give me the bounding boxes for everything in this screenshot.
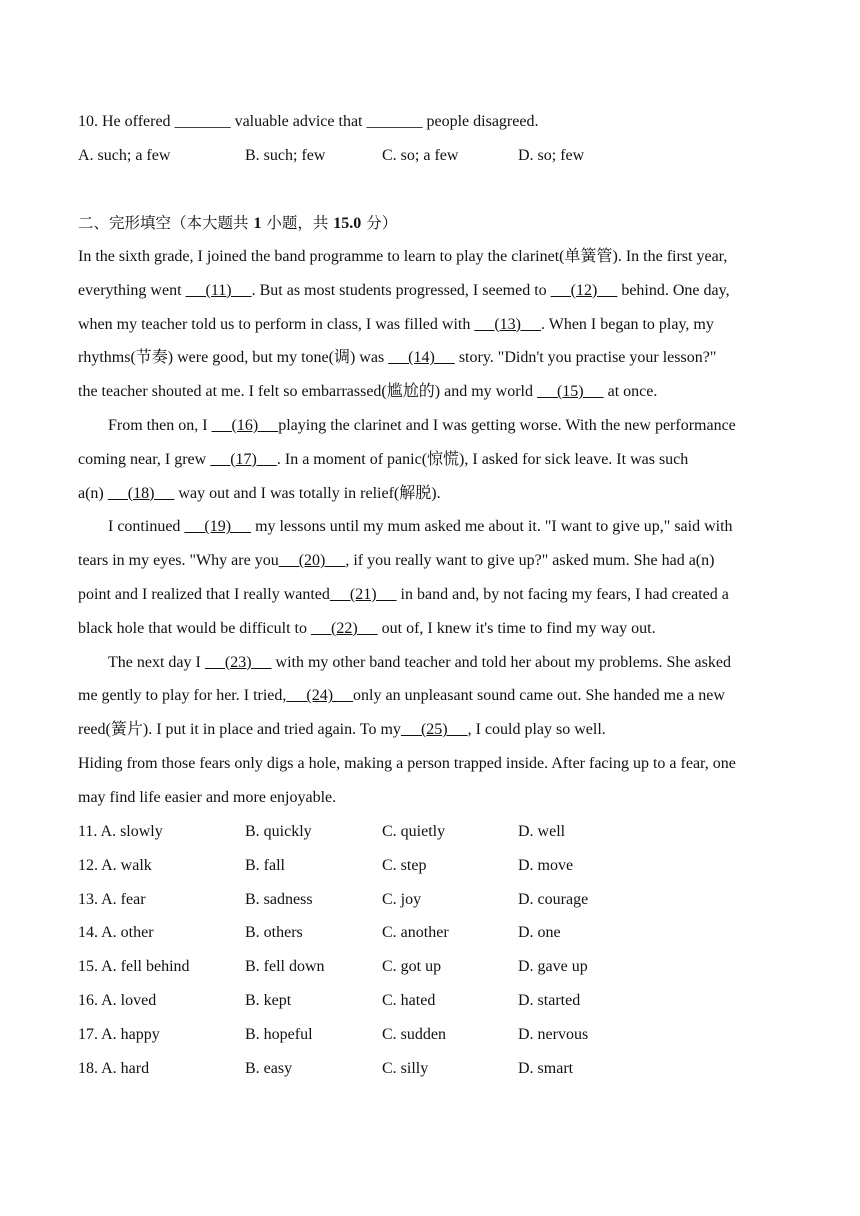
cloze-blank: (11) — [185, 281, 252, 299]
option-b: B. fall — [245, 856, 285, 874]
cloze-blank: (19) — [184, 518, 252, 536]
question-row — [78, 822, 788, 842]
passage-text: tears in my eyes. "Why are you — [78, 552, 279, 570]
q10-blank-1: _______ — [174, 113, 231, 130]
option-d: D. started — [518, 992, 581, 1009]
question-row — [78, 957, 788, 977]
passage-line — [78, 686, 725, 706]
option-d: D. courage — [518, 890, 589, 908]
option-a: 14. A. other — [78, 924, 154, 942]
q10-option-c: C. so; a few — [382, 147, 459, 164]
section-heading: 二、完形填空（本大题共 1 小题，共 15.0 分） — [78, 214, 398, 232]
passage-text: Hiding from those fears only digs a hole, making a person trapped inside. After facing up to a fear, one — [78, 755, 736, 772]
cloze-blank: (21) — [329, 586, 397, 603]
option-b: B. hopeful — [245, 1025, 313, 1043]
option-d: D. well — [518, 823, 566, 840]
option-a: 18. A. hard — [78, 1059, 150, 1077]
passage-text: black hole that would be difficult to — [78, 619, 311, 637]
option-b: B. others — [245, 924, 303, 942]
cloze-blank: (16) — [211, 417, 279, 434]
option-b: B. fell down — [245, 958, 325, 976]
passage-line — [78, 281, 730, 301]
cloze-blank: (18) — [107, 484, 175, 502]
passage-text: I continued — [108, 518, 185, 536]
passage-text: the teacher shouted at me. I felt so embarrassed(尴尬的) and my world — [78, 383, 537, 401]
passage-text: , I could play so well. — [467, 721, 606, 739]
option-c: C. another — [382, 924, 449, 942]
passage-text: behind. One day, — [617, 281, 730, 299]
cloze-blank: (24) — [286, 687, 354, 705]
q10-option-d: D. so; few — [518, 147, 585, 164]
question-row — [78, 856, 788, 876]
cloze-blank: (12) — [550, 281, 618, 299]
passage-text: rhythms(节奏) were good, but my tone(调) was — [78, 349, 389, 367]
passage-text: The next day I — [108, 653, 205, 671]
cloze-blank: (17) — [210, 450, 277, 468]
question-10-options — [78, 146, 788, 166]
cloze-blank: (23) — [204, 653, 272, 671]
q10-option-a: A. such; a few — [78, 147, 171, 164]
passage-line — [78, 247, 727, 267]
option-c: C. silly — [382, 1059, 429, 1077]
q10-text-2: valuable advice that — [230, 113, 367, 130]
option-a: 16. A. loved — [78, 992, 157, 1009]
cloze-blank: (13) — [474, 315, 541, 333]
cloze-blank: (22) — [310, 619, 378, 637]
passage-line — [108, 653, 731, 673]
passage-text: reed(簧片). I put it in place and tried again. To my — [78, 721, 401, 739]
option-d: D. move — [518, 856, 574, 874]
passage-text: In the sixth grade, I joined the band programme to learn to play the clarinet(单簧管). In the first year, — [78, 248, 728, 265]
passage-line — [78, 551, 714, 571]
question-10-stem — [78, 112, 538, 132]
passage-line — [108, 517, 733, 537]
option-c: C. sudden — [382, 1025, 446, 1043]
passage-line — [78, 754, 736, 774]
passage-text: everything went — [78, 281, 186, 299]
passage-text: with my other band teacher and told her about my problems. She asked — [271, 653, 731, 671]
passage-text: way out and I was totally in relief(解脱). — [174, 484, 441, 502]
option-b: B. sadness — [245, 890, 313, 908]
passage-text: . When I began to play, my — [541, 315, 714, 333]
option-a: 15. A. fell behind — [78, 958, 190, 976]
q10-text-1: 10. He offered — [78, 113, 175, 130]
passage-text: may find life easier and more enjoyable. — [78, 788, 337, 806]
passage-line — [78, 450, 688, 470]
passage-text: at once. — [603, 383, 658, 401]
passage-text: a(n) — [78, 484, 108, 502]
cloze-blank: (14) — [388, 349, 455, 367]
cloze-blank: (15) — [536, 383, 604, 401]
option-d: D. smart — [518, 1059, 574, 1077]
option-a: 17. A. happy — [78, 1025, 160, 1043]
passage-line — [78, 619, 656, 639]
passage-text: out of, I knew it's time to find my way out. — [377, 619, 656, 637]
passage-line — [78, 585, 729, 605]
passage-text: , if you really want to give up?" asked mum. She had a(n) — [345, 552, 715, 570]
question-row — [78, 1025, 788, 1045]
q10-option-b: B. such; few — [245, 147, 326, 164]
passage-line — [78, 382, 657, 402]
option-c: C. joy — [382, 890, 422, 908]
passage-line — [78, 484, 441, 504]
passage-text: me gently to play for her. I tried, — [78, 687, 287, 705]
passage-line — [108, 416, 736, 436]
cloze-blank: (25) — [400, 721, 468, 739]
q10-blank-2: _______ — [366, 113, 423, 130]
option-c: C. hated — [382, 992, 436, 1009]
option-b: B. quickly — [245, 823, 312, 840]
passage-text: coming near, I grew — [78, 450, 211, 468]
option-c: C. step — [382, 856, 427, 874]
option-b: B. kept — [245, 992, 292, 1009]
option-d: D. nervous — [518, 1025, 589, 1043]
question-row — [78, 923, 788, 943]
cloze-blank: (20) — [278, 552, 346, 570]
passage-line — [78, 348, 716, 368]
passage-line — [78, 720, 606, 740]
option-d: D. gave up — [518, 958, 588, 976]
option-a: 13. A. fear — [78, 890, 146, 908]
passage-text: in band and, by not facing my fears, I had created a — [396, 586, 729, 603]
passage-text: story. "Didn't you practise your lesson?" — [454, 349, 717, 367]
passage-line — [78, 788, 336, 808]
passage-text: when my teacher told us to perform in class, I was filled with — [78, 315, 475, 333]
passage-text: only an unpleasant sound came out. She handed me a new — [353, 687, 725, 705]
question-row — [78, 991, 788, 1011]
option-a: 12. A. walk — [78, 856, 152, 874]
question-row — [78, 890, 788, 910]
passage-text: my lessons until my mum asked me about it. "I want to give up," said with — [251, 518, 733, 536]
q10-text-3: people disagreed. — [422, 113, 539, 130]
passage-text: . But as most students progressed, I seemed to — [251, 281, 551, 299]
option-c: C. quietly — [382, 823, 446, 840]
passage-text: From then on, I — [108, 417, 212, 434]
passage-text: point and I realized that I really wanted — [78, 586, 330, 603]
question-row — [78, 1059, 788, 1079]
option-c: C. got up — [382, 958, 442, 976]
option-b: B. easy — [245, 1059, 293, 1077]
option-d: D. one — [518, 924, 561, 942]
passage-line — [78, 315, 714, 335]
passage-text: . In a moment of panic(惊慌), I asked for sick leave. It was such — [276, 450, 689, 468]
option-a: 11. A. slowly — [78, 823, 163, 840]
passage-text: playing the clarinet and I was getting worse. With the new performance — [278, 417, 736, 434]
